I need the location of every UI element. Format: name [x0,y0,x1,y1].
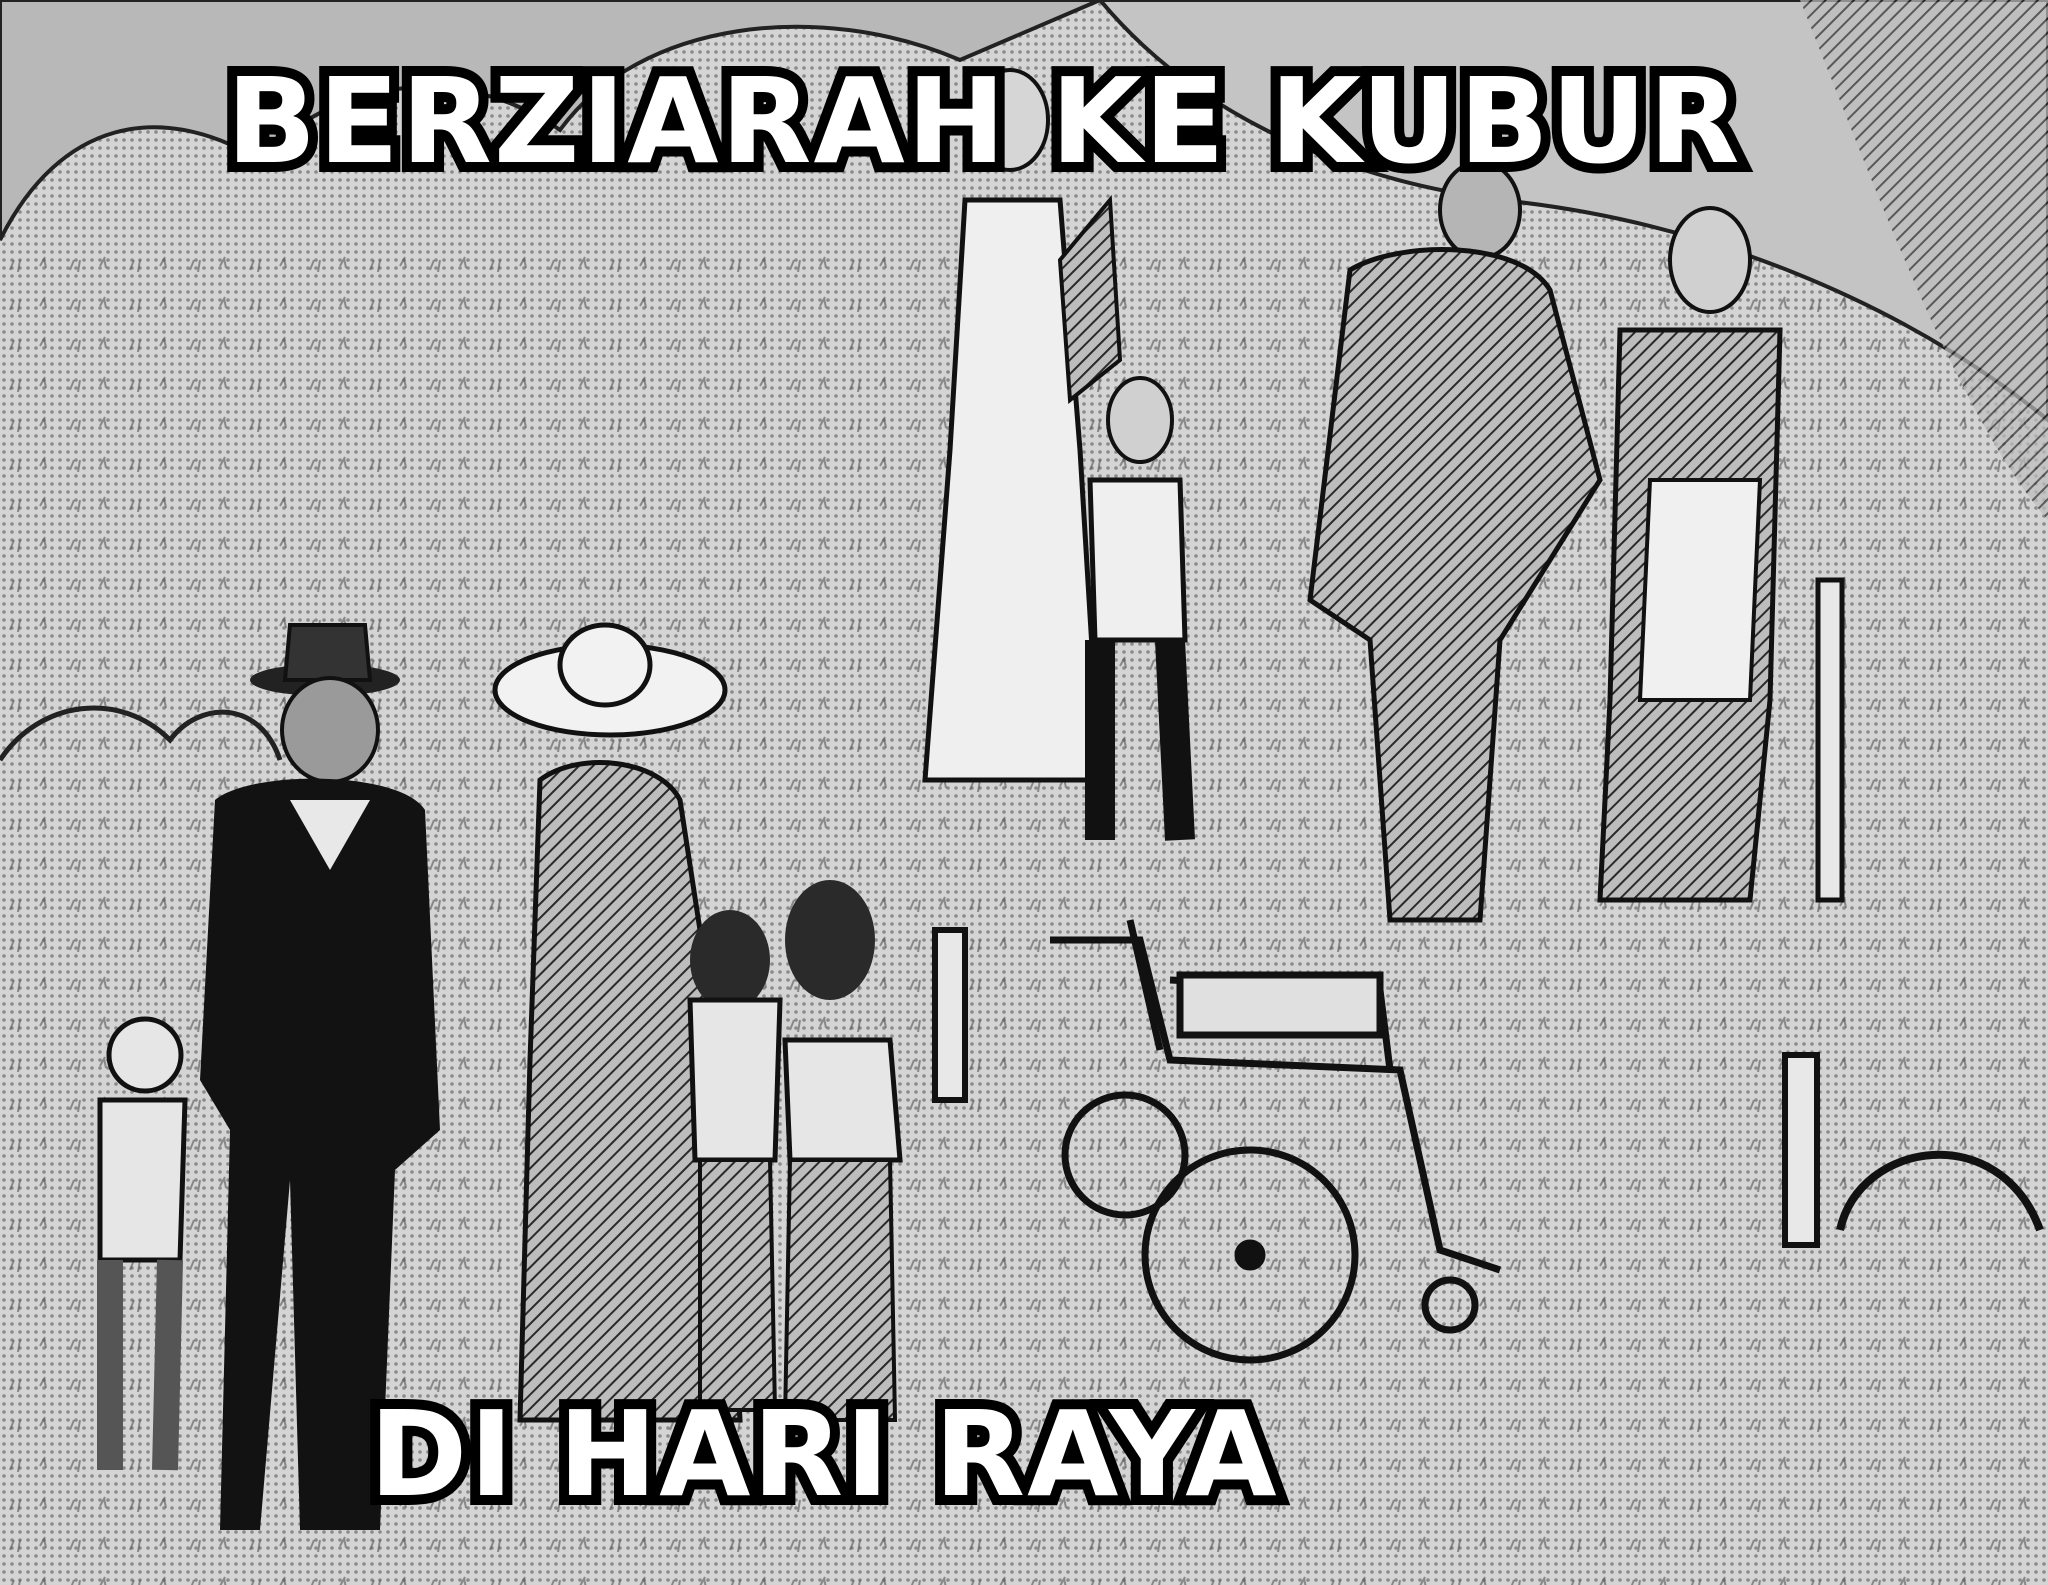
girls [690,880,900,1420]
caption-top: BERZIARAH KE KUBUR [226,52,1742,190]
caption-bottom: DI HARI RAYA [369,1385,1279,1523]
